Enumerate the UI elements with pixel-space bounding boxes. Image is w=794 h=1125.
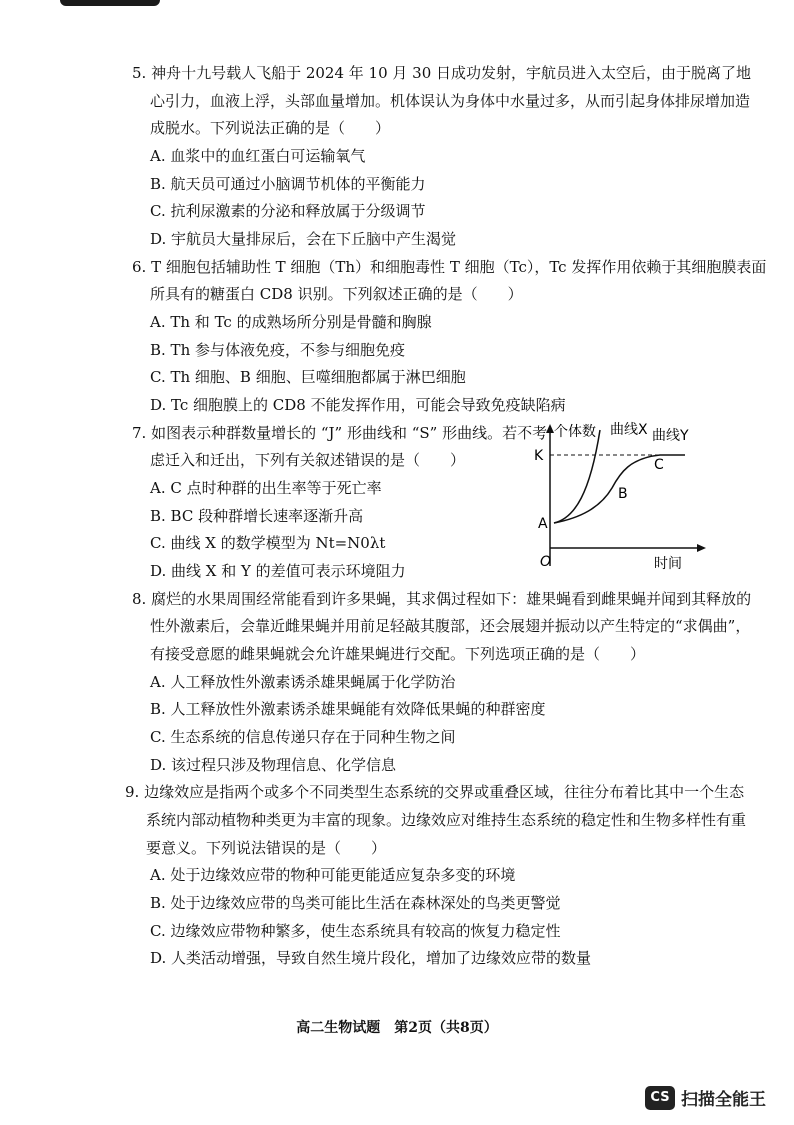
origin-label: O — [540, 554, 552, 570]
q5-option-d: D. 宇航员大量排尿后，会在下丘脑中产生渴觉 — [150, 230, 457, 248]
q8-line-3: 有接受意愿的雌果蝇就会允许雄果蝇进行交配。下列选项正确的是（ ） — [150, 645, 646, 663]
q6-option-a: A. Th 和 Tc 的成熟场所分别是骨髓和胸腺 — [150, 313, 432, 331]
q9-option-c: C. 边缘效应带物种繁多，使生态系统具有较高的恢复力稳定性 — [150, 922, 561, 940]
scanner-app-name: 扫描全能王 — [681, 1090, 766, 1110]
q8-line-2: 性外激素后，会靠近雌果蝇并用前足轻敲其腹部，还会展翅并振动以产生特定的“求偶曲”， — [150, 617, 751, 635]
y-axis-arrow — [546, 424, 554, 433]
q6-line-1: 6. T 细胞包括辅助性 T 细胞（Th）和细胞毒性 T 细胞（Tc），Tc 发挥作用依赖于其细胞膜表面 — [132, 258, 767, 276]
q6-line-2: 所具有的糖蛋白 CD8 识别。下列叙述正确的是（ ） — [150, 285, 523, 303]
curve-x-label: 曲线X — [610, 422, 648, 438]
population-growth-figure — [520, 418, 720, 578]
camscanner-logo-icon: CS — [645, 1086, 675, 1110]
q6-option-c: C. Th 细胞、B 细胞、巨噬细胞都属于淋巴细胞 — [150, 368, 466, 386]
q5-line-2: 心引力，血液上浮，头部血量增加。机体误认为身体中水量过多，从而引起身体排尿增加造 — [150, 92, 751, 110]
scan-blot — [60, 0, 160, 6]
q6-option-d: D. Tc 细胞膜上的 CD8 不能发挥作用，可能会导致免疫缺陷病 — [150, 396, 566, 414]
curve-y-label: 曲线Y — [652, 428, 689, 444]
y-axis-label: 个体数 — [554, 424, 596, 440]
q5-option-a: A. 血浆中的血红蛋白可运输氧气 — [150, 147, 366, 165]
curve-x — [554, 430, 600, 523]
q7-option-a: A. C 点时种群的出生率等于死亡率 — [150, 479, 382, 497]
q8-option-d: D. 该过程只涉及物理信息、化学信息 — [150, 756, 397, 774]
point-c-label: C — [654, 457, 664, 473]
x-axis-arrow — [697, 544, 706, 552]
q6-option-b: B. Th 参与体液免疫，不参与细胞免疫 — [150, 341, 405, 359]
q8-option-c: C. 生态系统的信息传递只存在于同种生物之间 — [150, 728, 456, 746]
x-axis-label: 时间 — [654, 556, 682, 572]
point-b-label: B — [618, 486, 628, 502]
q7-option-b: B. BC 段种群增长速率逐渐升高 — [150, 507, 364, 525]
q9-option-a: A. 处于边缘效应带的物种可能更能适应复杂多变的环境 — [150, 866, 516, 884]
q7-option-d: D. 曲线 X 和 Y 的差值可表示环境阻力 — [150, 562, 406, 580]
q9-line-3: 要意义。下列说法错误的是（ ） — [146, 839, 387, 857]
q5-line-1: 5. 神舟十九号载人飞船于 2024 年 10 月 30 日成功发射，宇航员进入太空后，由于脱离了地 — [132, 64, 752, 82]
q7-line-2: 虑迁入和迁出，下列有关叙述错误的是（ ） — [150, 451, 466, 469]
q9-option-d: D. 人类活动增强，导致自然生境片段化，增加了边缘效应带的数量 — [150, 949, 592, 967]
q9-option-b: B. 处于边缘效应带的鸟类可能比生活在森林深处的鸟类更警觉 — [150, 894, 561, 912]
q7-option-c: C. 曲线 X 的数学模型为 Nt=N0λt — [150, 534, 386, 552]
q8-option-b: B. 人工释放性外激素诱杀雄果蝇能有效降低果蝇的种群密度 — [150, 700, 546, 718]
point-a-label: A — [538, 516, 548, 532]
q9-line-2: 系统内部动植物种类更为丰富的现象。边缘效应对维持生态系统的稳定性和生物多样性有重 — [146, 811, 747, 829]
scanner-watermark — [645, 1085, 766, 1110]
page-footer: 高二生物试题 第2页（共8页） — [296, 1020, 498, 1036]
q7-line-1: 7. 如图表示种群数量增长的 “J” 形曲线和 “S” 形曲线。若不考 — [132, 424, 548, 442]
q8-option-a: A. 人工释放性外激素诱杀雄果蝇属于化学防治 — [150, 673, 456, 691]
q5-option-b: B. 航天员可通过小脑调节机体的平衡能力 — [150, 175, 426, 193]
q9-line-1: 9. 边缘效应是指两个或多个不同类型生态系统的交界或重叠区域，往往分布着比其中一个生态 — [125, 783, 745, 801]
q5-line-3: 成脱水。下列说法正确的是（ ） — [150, 119, 391, 137]
k-label: K — [534, 448, 544, 464]
q8-line-1: 8. 腐烂的水果周围经常能看到许多果蝇，其求偶过程如下：雄果蝇看到雌果蝇并闻到其释放的 — [132, 590, 752, 608]
q5-option-c: C. 抗利尿激素的分泌和释放属于分级调节 — [150, 202, 426, 220]
